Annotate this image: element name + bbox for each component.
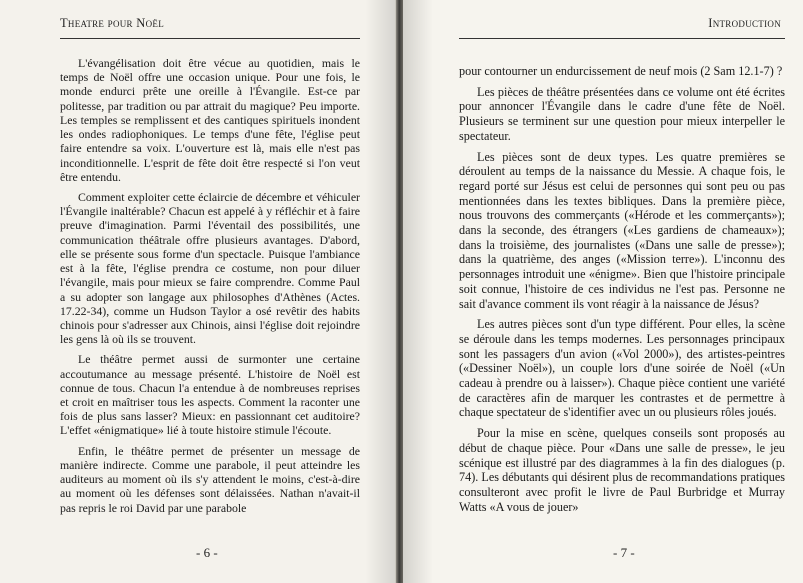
paragraph: Comment exploiter cette éclaircie de décembre et véhiculer l'Évangile inaltérable? Chacun est appelé à y réfléchir et à faire preuve d'imagination. Parmi l'éventail des possibilités, une communication théâtrale offre plusieurs avantages. D'abord, elle se présente sous forme d'un spectacle. Puisque l'ambiance est à la fête, l'église prendra ce costume, non pour diluer l'évangile, mais pour mieux se faire comprendre. Comme Paul a su adopter son langage aux philosophes d'Athènes (Actes. 17.22-34), comme un Hudson Taylor a osé revêtir des habits chinois pour s'adresser aux Chinois, ainsi l'église doit rejoindre les gens là où ils se trouvent. (60, 189, 360, 347)
paragraph: Pour la mise en scène, quelques conseils sont proposés au début de chaque pièce. Pour «Dans une salle de presse», le jeu scénique est illustré par des diagrammes à la fin des dialogues (p. 74). Les débutants qui désirent plus de recommandations pratiques consulteront avec profit le livre de Paul Burbridge et Murray Watts «A vous de jouer» (459, 426, 785, 514)
left-page (0, 0, 396, 583)
paragraph-continuation: pour contourner un endurcissement de neuf mois (2 Sam 12.1-7) ? (459, 64, 783, 78)
paragraph: Les autres pièces sont d'un type différent. Pour elles, la scène se déroule dans les temps modernes. Les personnages principaux sont les passagers d'un avion («Vol 2000»), des artistes-peintres («Dessiner Noël»), un couple lors d'une soirée de Noël («Un cadeau à prendre ou à laisser»). Chaque pièce contient une variété de caractères afin de marquer les contrastes et de permettre à chaque spectateur de s'identifier avec un ou plusieurs rôles joués. (459, 317, 785, 420)
running-header-right: Introduction (708, 16, 781, 30)
right-page-body (459, 64, 785, 520)
left-page-body (60, 56, 360, 521)
paragraph: Les pièces de théâtre présentées dans ce volume ont été écrites pour annoncer l'Évangile dans le cadre d'une fête de Noël. Plusieurs se terminent sur une question pour mieux interpeller le spectateur. (459, 84, 785, 143)
page-shadow (403, 0, 433, 583)
right-page (403, 0, 803, 583)
header-rule-left (60, 38, 360, 39)
book-gutter (396, 0, 403, 583)
paragraph: Enfin, le théâtre permet de présenter un message de manière indirecte. Comme une parabole, il peut atteindre les auditeurs au moment où ils s'y attendent le moins, c'est-à-dire au moment où les défenses sont délaissées. Nathan n'avait-il pas repris le roi David par une parabole (60, 443, 360, 515)
header-rule-right (459, 38, 785, 39)
paragraph: Le théâtre permet aussi de surmonter une certaine accoutumance au message présenté. L'histoire de Noël est connue de tous. Chacun l'a entendue à de nombreuses reprises et croit en maîtriser tous les aspects. Comment la raconter une fois de plus sans lasser? Mieux: en passionnant cet auditoire? L'effet «énigmatique» lié à toute histoire stimule l'écoute. (60, 352, 360, 438)
page-number-left: - 6 - (196, 545, 218, 560)
page-shadow (365, 0, 395, 583)
running-header-left: Theatre pour Noël (60, 16, 165, 30)
page-number-right: - 7 - (613, 545, 635, 560)
paragraph: Les pièces sont de deux types. Les quatre premières se déroulent au temps de la naissance du Messie. A chaque fois, le regard porté sur Jésus est celui de personnes qui sont peu ou pas mentionnées dans les textes bibliques. Dans la première pièce, nous trouvons des commerçants («Hérode et les commerçants»); dans la seconde, des étrangers («Les gardiens de chameaux»); dans la troisième, des journalistes («Dans une salle de presse»); dans la quatrième, des anges («Mission terre»). L'inconnu des personnages introduit une «énigme». Bien que l'histoire principale soit connue, l'histoire de ces individus ne l'est pas. Personne ne sait d'avance comment ils vont réagir à la naissance de Jésus? (459, 149, 785, 311)
paragraph: L'évangélisation doit être vécue au quotidien, mais le temps de Noël offre une occasion unique. Pour une fois, le monde endurci prête une oreille à l'Évangile. Est-ce par politesse, par tradition ou par attrait du magique? Peu importe. Les temples se remplissent et des cantiques spirituels inondent les ondes radiophoniques. Le temps d'une fête, l'église peut faire entendre sa voix. L'ouverture est là, mais elle n'est pas inconditionnelle. L'esprit de fête doit être respecté si l'on veut être entendu. (60, 56, 360, 184)
